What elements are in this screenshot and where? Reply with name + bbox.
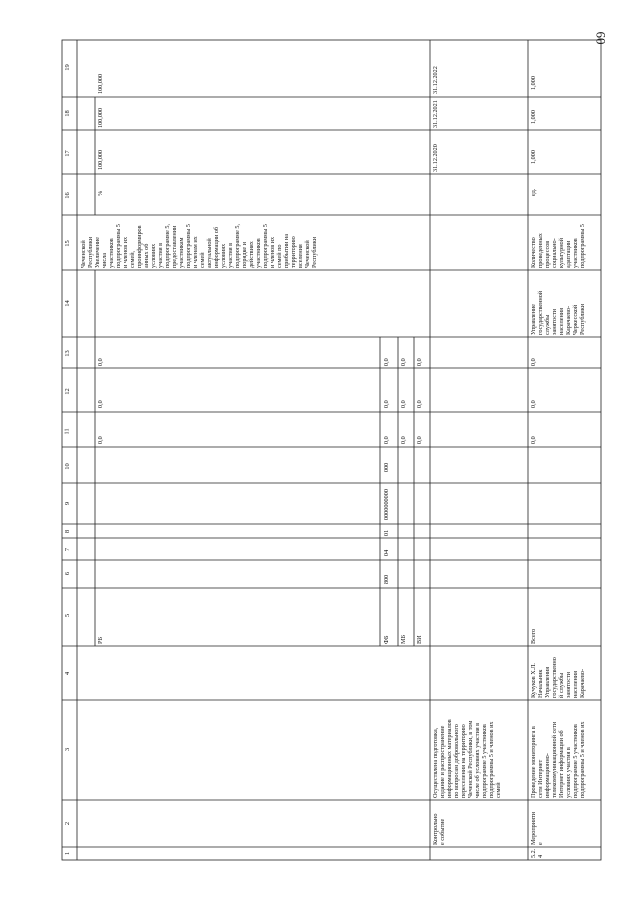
r524-col2: Мероприяти е <box>530 812 544 845</box>
prev-col16: % <box>97 190 104 196</box>
fb-col9: 0000000000 <box>383 489 390 520</box>
prev-col17: 100,000 <box>97 149 104 170</box>
col-header-5: 5 <box>64 613 72 618</box>
r524-col17: 1,000 <box>530 150 537 164</box>
fb-col6: 800 <box>383 574 390 584</box>
r524-col4: Кучуков Х.Л. Начальник Управления государственно й службы занятости населения Карачаево- <box>530 657 586 698</box>
mb-col5: МБ <box>400 634 407 644</box>
prev-col12: 0,0 <box>97 400 104 408</box>
col-header-18: 18 <box>63 110 71 117</box>
fb-col8: 01 <box>383 529 390 536</box>
page-number: 60 <box>593 31 609 45</box>
vi-col11: 0,0 <box>416 436 423 444</box>
r524-col16: ед. <box>530 188 537 196</box>
col-header-15: 15 <box>63 240 71 247</box>
fb-col12: 0,0 <box>383 400 390 408</box>
col-header-9: 9 <box>64 501 72 506</box>
r524-col3: Проведение мониторинга в сети Интернет информационно- телекоммуникационной сети Интернет информации об условиях участия в подпрограмме 5 участников подпрограммы 5 и членов их <box>530 721 586 798</box>
mb-col13: 0,0 <box>400 358 407 366</box>
col-header-4: 4 <box>64 671 72 676</box>
control-col19: 31.12.2022 <box>432 66 439 94</box>
col-header-16: 16 <box>63 192 71 199</box>
col-header-13: 13 <box>63 350 71 357</box>
prev-col5-rb: РБ <box>97 637 104 644</box>
prev-col11: 0,0 <box>97 436 104 444</box>
col-header-17: 17 <box>63 150 71 157</box>
r524-col18: 1,000 <box>530 110 537 124</box>
fb-col5: ФБ <box>383 635 390 644</box>
control-col17: 31.12.2020 <box>432 144 439 172</box>
mb-col11: 0,0 <box>400 436 407 444</box>
prev-col13: 0,0 <box>97 358 104 366</box>
col-header-14: 14 <box>63 300 71 307</box>
r524-col11: 0,0 <box>530 436 537 444</box>
r524-col15: Количество проведенных процессов социально- культурной адаптации участников подпрограммы 5 <box>530 224 586 268</box>
col-header-3: 3 <box>64 747 72 752</box>
control-col18: 31.12.2021 <box>432 100 439 128</box>
prev-col18: 100,000 <box>97 107 104 128</box>
control-col2: Контрольно е событие <box>432 813 446 845</box>
fb-col7: 04 <box>383 549 390 556</box>
prev-col15: Чеченской Республики Увеличение числа участников подпрограммы 5 и членов их семей, проинформиров анных об условиях участия в подпрограмме 5, предоставлении участникам подпрограммы 5 и членам их семей актуальной информации об условиях участия в подпрограмме 5, порядке и действиях участников подпрограммы 5 и членов их семей по прибытии на территорию вселения Чеченской Республики <box>80 223 318 268</box>
mb-col12: 0,0 <box>400 400 407 408</box>
fb-col11: 0,0 <box>383 436 390 444</box>
col-header-10: 10 <box>63 463 71 470</box>
col-header-11: 11 <box>63 428 71 435</box>
vi-col13: 0,0 <box>416 358 423 366</box>
col-header-6: 6 <box>64 571 72 576</box>
col-header-8: 8 <box>64 529 72 534</box>
r524-col5: Всего <box>530 628 537 644</box>
r524-col13: 0,0 <box>530 358 537 366</box>
col-header-1: 1 <box>64 851 72 856</box>
prev-col19: 100,000 <box>97 73 104 94</box>
vi-col12: 0,0 <box>416 400 423 408</box>
col-header-19: 19 <box>63 64 71 71</box>
col-header-12: 12 <box>63 388 71 395</box>
fb-col13: 0,0 <box>383 358 390 366</box>
vi-col5: ВИ <box>416 635 423 644</box>
r524-col14: Управление государственной службы занятости населения Карачаево- Черкесской Республики <box>530 290 586 335</box>
r524-col12: 0,0 <box>530 400 537 408</box>
control-col3: Осуществлена подготовка, издание и распространение информационных материалов по вопросам добровольного переселения на территорию Чеченской Республики, в том числе об условиях участия в подпрограмме 5 участников подпрограммы 5 и членов их семей <box>432 719 502 798</box>
r524-col1: 5.2. 4 <box>530 848 544 858</box>
col-header-2: 2 <box>64 821 72 826</box>
col-header-7: 7 <box>64 547 72 552</box>
fb-col10: 000 <box>383 462 390 472</box>
r524-col19: 1,000 <box>530 76 537 90</box>
